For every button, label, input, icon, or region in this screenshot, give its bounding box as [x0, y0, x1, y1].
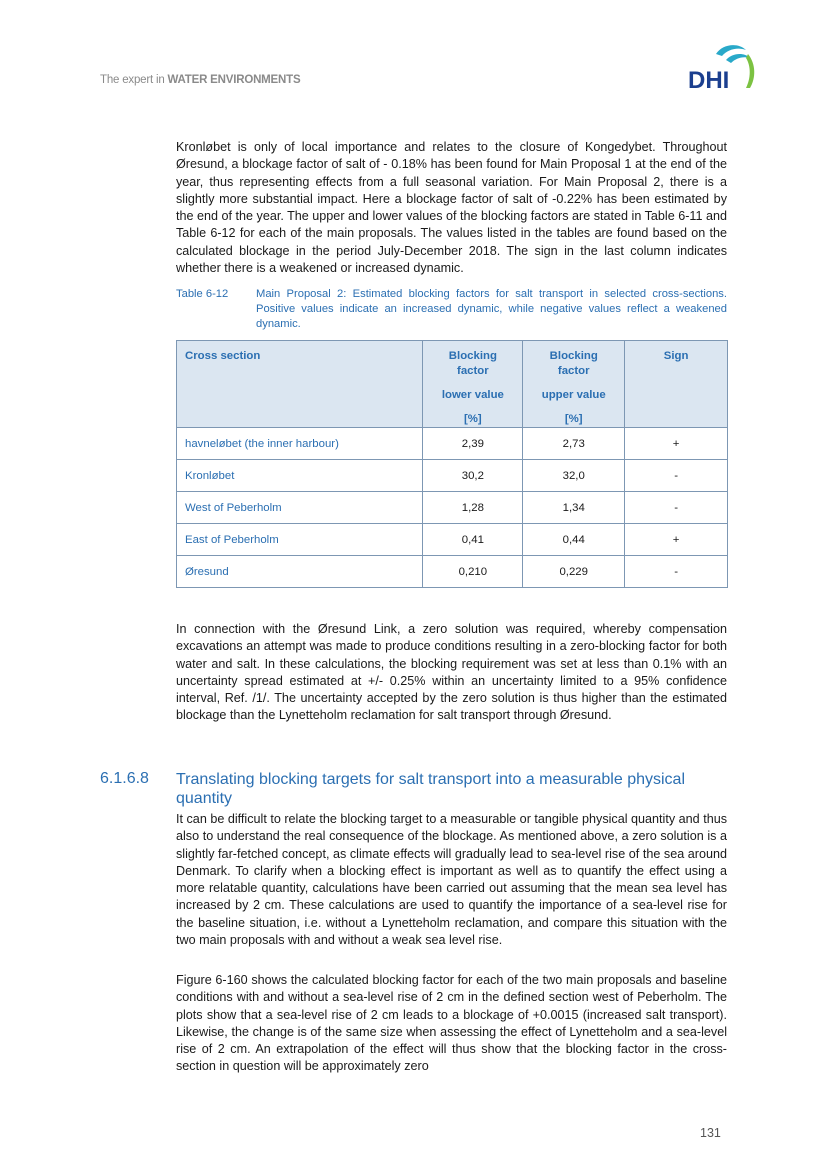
cell-upper: 0,229	[523, 556, 625, 588]
table-row	[177, 428, 728, 460]
header-lower-value: Blocking factor lower value [%]	[423, 341, 523, 428]
cell-section: East of Peberholm	[177, 524, 423, 556]
cell-upper: 32,0	[523, 460, 625, 492]
cell-lower: 0,210	[423, 556, 523, 588]
section-title: Translating blocking targets for salt transport into a measurable physical quantity	[176, 771, 685, 807]
header-cross-section: Cross section	[177, 341, 423, 428]
section-number: 6.1.6.8	[100, 770, 149, 787]
dhi-logo	[686, 40, 758, 92]
cell-sign: +	[625, 524, 728, 556]
table-caption-number: Table 6-12	[176, 288, 229, 300]
paragraph-1: Kronløbet is only of local importance and relates to the closure of Kongedybet. Throughout Øresund, a blockage factor of salt of - 0.18% has been found for Main Proposal 1 at the end of the year, thus representing effects from a full seasonal variation. For Main Proposal 2, there is a slightly more substantial impact. Here a blockage factor of salt of -0.22% has been estimated by the end of the year. The upper and lower values of the blocking factors are stated in Table 6-11 and Table 6-12 for each of the main proposals. The values listed in the tables are found based on the calculated blockage in the period July-December 2018. The sign in the last column indicates whether there is a weakened or increased dynamic.	[176, 140, 727, 276]
cell-upper: 1,34	[523, 492, 625, 524]
cell-upper: 0,44	[523, 524, 625, 556]
header-tagline	[100, 74, 300, 86]
cell-sign: -	[625, 460, 728, 492]
paragraph-3: It can be difficult to relate the blocking target to a measurable or tangible physical quantity and thus also to understand the real consequence of the blockage. As mentioned above, a zero solution is a slightly far-fetched concept, as climate effects will gradually lead to sea-level rise of the sea around Denmark. To clarify when a blocking effect is important as well as to quantify the effect using a more relatable quantity, calculations have been carried out assuming that the mean sea level has increased by 2 cm. These calculations are used to quantify the importance of a sea-level rise for the baseline situation, i.e. without a Lynetteholm reclamation, and compare this situation with the two main proposals with and without a weak sea level rise.	[176, 812, 727, 948]
paragraph-2: In connection with the Øresund Link, a zero solution was required, whereby compensation excavations an attempt was made to produce conditions resulting in a zero-blocking factor for both water and salt. In these calculations, the blocking requirement was set at less than 0.1% with an uncertainty spread estimated at +/- 0.25% within an uncertainty limited to a 95% confidence interval, Ref. /1/. The uncertainty accepted by the zero solution is thus higher than the estimated blockage than the Lynetteholm reclamation for salt transport through Øresund.	[176, 622, 727, 723]
cell-sign: +	[625, 428, 728, 460]
tagline-bold: WATER ENVIRONMENTS	[167, 74, 301, 86]
cell-lower: 2,39	[423, 428, 523, 460]
logo-text: DHI	[688, 67, 730, 92]
cell-lower: 0,41	[423, 524, 523, 556]
blocking-factor-table	[176, 340, 728, 588]
table-caption-text: Main Proposal 2: Estimated blocking factors for salt transport in selected cross-sections. Positive values indicate an increased dynamic, while negative values reflect a weakened dynamic.	[256, 288, 727, 330]
tagline-prefix: The expert in	[100, 74, 168, 86]
header-sign: Sign	[625, 341, 728, 428]
table-row	[177, 460, 728, 492]
cell-lower: 1,28	[423, 492, 523, 524]
table-header-row	[177, 341, 728, 428]
cell-section: havneløbet (the inner harbour)	[177, 428, 423, 460]
page-number: 131	[700, 1126, 721, 1140]
table-caption	[176, 287, 727, 332]
table-row	[177, 556, 728, 588]
cell-lower: 30,2	[423, 460, 523, 492]
table-row	[177, 524, 728, 556]
cell-sign: -	[625, 492, 728, 524]
header-upper-value: Blocking factor upper value [%]	[523, 341, 625, 428]
cell-upper: 2,73	[523, 428, 625, 460]
cell-section: Kronløbet	[177, 460, 423, 492]
cell-section: West of Peberholm	[177, 492, 423, 524]
table-row	[177, 492, 728, 524]
paragraph-4: Figure 6-160 shows the calculated blocking factor for each of the two main proposals and baseline conditions with and without a sea-level rise of 2 cm in the defined section west of Peberholm. The plots show that a sea-level rise of 2 cm leads to a blockage of +0.0015 (increased salt transport). Likewise, the change is of the same size when assessing the effect of Lynetteholm and a sea-level rise of 2 cm. An extrapolation of the effect will thus show that the blocking factor in the cross-section in question will be approximately zero	[176, 973, 727, 1074]
cell-sign: -	[625, 556, 728, 588]
cell-section: Øresund	[177, 556, 423, 588]
